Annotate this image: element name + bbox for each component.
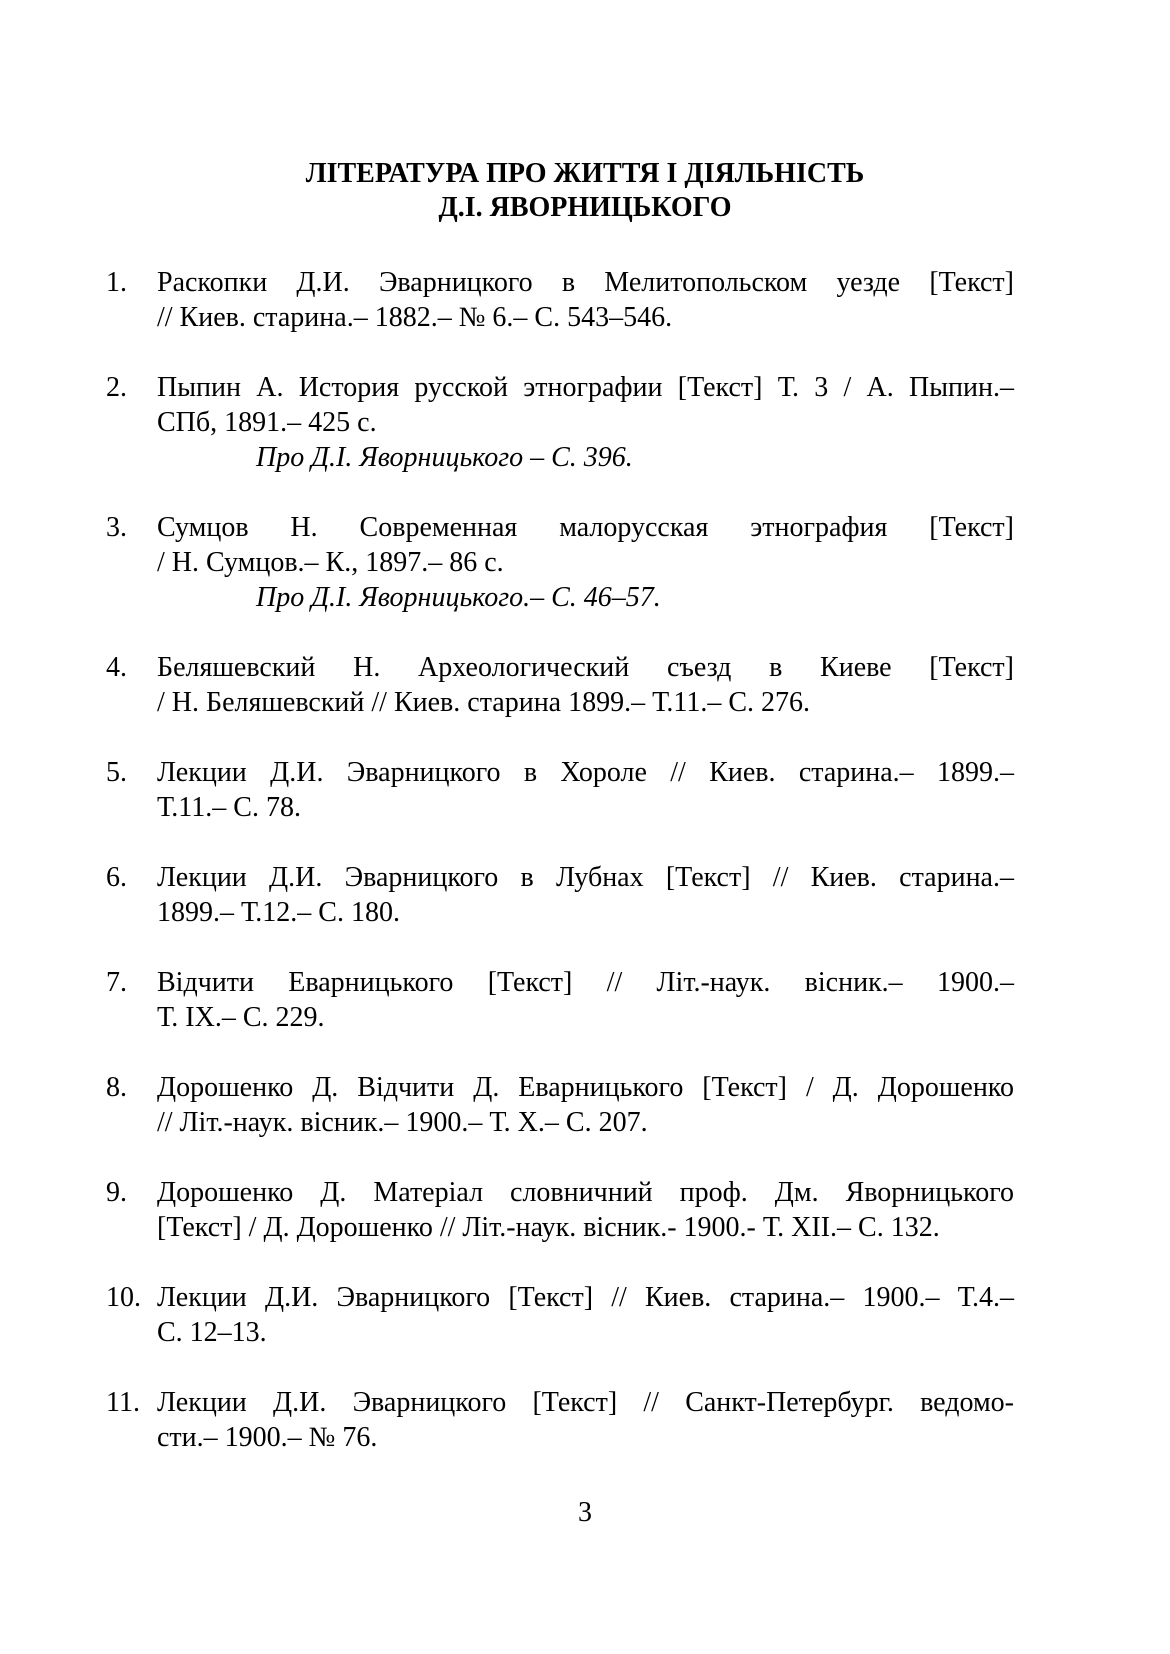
- entry-number: 6.: [106, 862, 127, 893]
- bibliography-entry-1: [106, 265, 1014, 335]
- entry-line: С. 12–13.: [157, 1317, 267, 1348]
- entry-line: / Н. Беляшевский // Киев. старина 1899.– Т.11.– С. 276.: [157, 687, 811, 718]
- entry-number: 10.: [106, 1282, 141, 1313]
- entry-note: Про Д.І. Яворницького – С. 396.: [256, 442, 633, 473]
- bibliography-entry-7: [106, 965, 1014, 1035]
- bibliography-entry-10: [106, 1280, 1014, 1350]
- title-line-2: Д.І. ЯВОРНИЦЬКОГО: [438, 192, 732, 223]
- bibliography-entry-6: [106, 860, 1014, 930]
- entry-line: Лекции Д.И. Эварницкого [Текст] // Киев. старина.– 1900.– Т.4.–: [157, 1282, 1014, 1313]
- entry-number: 4.: [106, 652, 127, 683]
- entry-number: 8.: [106, 1072, 127, 1103]
- bibliography-entry-9: [106, 1175, 1014, 1245]
- entry-number: 11.: [106, 1387, 140, 1418]
- title-line-1: ЛІТЕРАТУРА ПРО ЖИТТЯ І ДІЯЛЬНІСТЬ: [305, 158, 865, 189]
- entry-line: Лекции Д.И. Эварницкого в Лубнах [Текст] // Киев. старина.–: [157, 862, 1014, 893]
- entry-line: Беляшевский Н. Археологический съезд в Киеве [Текст]: [157, 652, 1014, 683]
- entry-line: [Текст] / Д. Дорошенко // Літ.-наук. вісник.- 1900.- Т. ХІІ.– С. 132.: [157, 1212, 940, 1243]
- entry-line: Т. ІХ.– С. 229.: [157, 1002, 325, 1033]
- entry-number: 3.: [106, 512, 127, 543]
- entry-line: сти.– 1900.– № 76.: [157, 1422, 378, 1453]
- bibliography-entry-5: [106, 755, 1014, 825]
- entry-number: 7.: [106, 967, 127, 998]
- entry-line: Дорошенко Д. Відчити Д. Еварницького [Текст] / Д. Дорошенко: [157, 1072, 1014, 1103]
- entry-line: СПб, 1891.– 425 с.: [157, 407, 377, 438]
- page-title: [0, 157, 1170, 225]
- bibliography-entry-11: [106, 1385, 1014, 1455]
- entry-line: 1899.– Т.12.– С. 180.: [157, 897, 400, 928]
- entry-line: Раскопки Д.И. Эварницкого в Мелитопольском уезде [Текст]: [157, 267, 1014, 298]
- entry-line: Лекции Д.И. Эварницкого [Текст] // Санкт-Петербург. ведомо-: [157, 1387, 1014, 1418]
- bibliography-list: [106, 265, 1014, 1490]
- entry-line: // Киев. старина.– 1882.– № 6.– С. 543–546.: [157, 302, 673, 333]
- entry-line: Дорошенко Д. Матеріал словничний проф. Дм. Яворницького: [157, 1177, 1014, 1208]
- entry-number: 9.: [106, 1177, 127, 1208]
- bibliography-entry-2: [106, 370, 1014, 475]
- entry-line: Т.11.– С. 78.: [157, 792, 301, 823]
- page-number: 3: [578, 1497, 592, 1528]
- bibliography-entry-4: [106, 650, 1014, 720]
- entry-line: // Літ.-наук. вісник.– 1900.– Т. Х.– С. 207.: [157, 1107, 648, 1138]
- entry-line: / Н. Сумцов.– К., 1897.– 86 с.: [157, 547, 504, 578]
- entry-note: Про Д.І. Яворницького.– С. 46–57.: [256, 582, 661, 613]
- entry-number: 2.: [106, 372, 127, 403]
- entry-line: Пыпин А. История русской этнографии [Текст] Т. 3 / А. Пыпин.–: [157, 372, 1014, 403]
- entry-line: Лекции Д.И. Эварницкого в Хороле // Киев. старина.– 1899.–: [157, 757, 1014, 788]
- bibliography-entry-3: [106, 510, 1014, 615]
- entry-number: 5.: [106, 757, 127, 788]
- bibliography-entry-8: [106, 1070, 1014, 1140]
- entry-number: 1.: [106, 267, 127, 298]
- entry-line: Відчити Еварницького [Текст] // Літ.-наук. вісник.– 1900.–: [157, 967, 1014, 998]
- entry-line: Сумцов Н. Современная малорусская этнография [Текст]: [157, 512, 1014, 543]
